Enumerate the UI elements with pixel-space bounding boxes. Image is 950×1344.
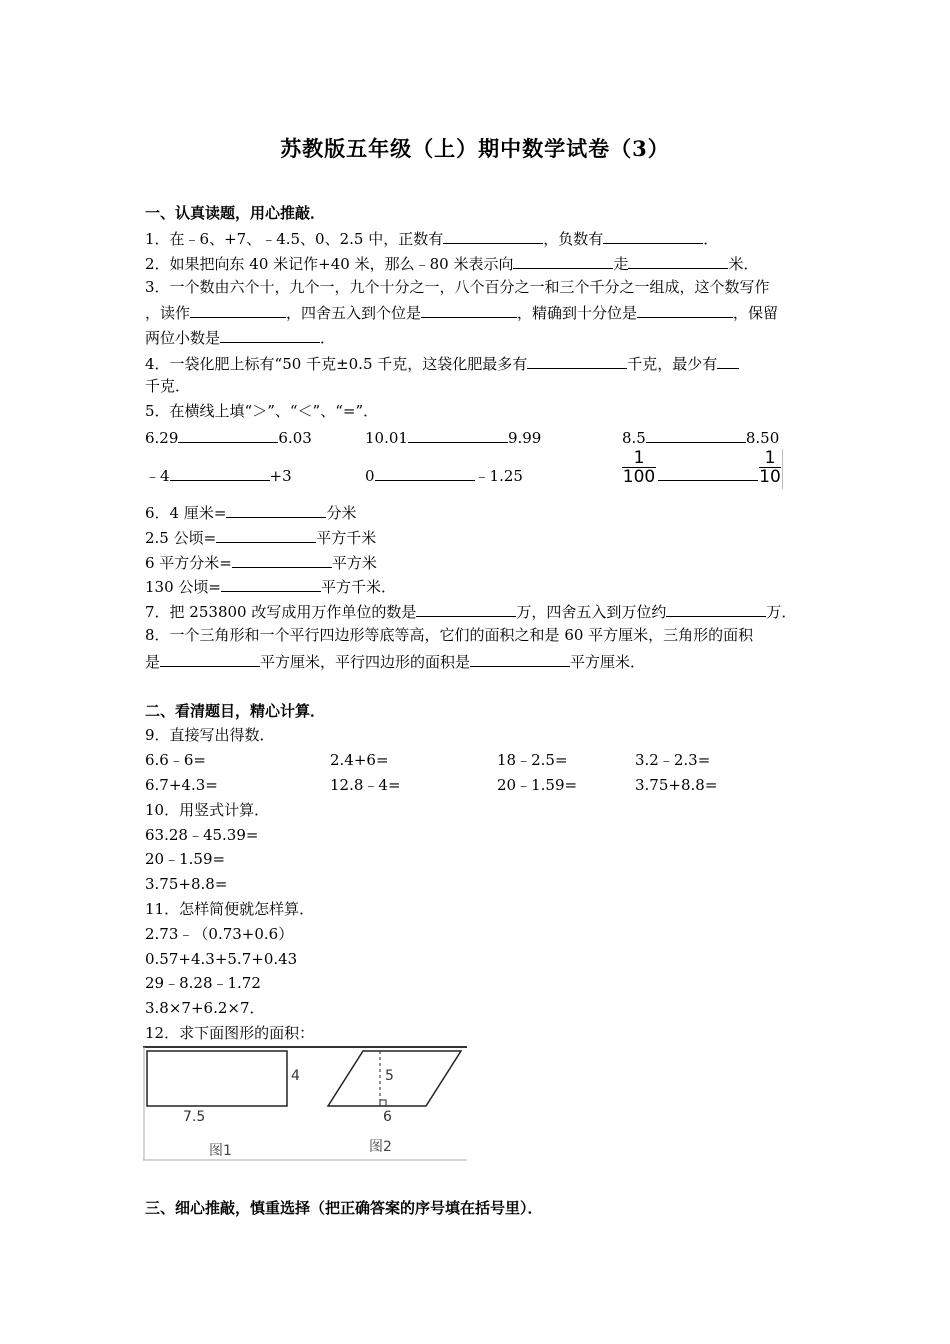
compare-left: 8.5	[622, 429, 646, 447]
q3-text-a: ，读作	[145, 304, 191, 322]
question-6-b	[145, 526, 376, 548]
answer-blank[interactable]	[221, 575, 321, 592]
answer-blank[interactable]	[416, 600, 516, 617]
q7-text-a: 7．把 253800 改写成用万作单位的数是	[145, 603, 417, 621]
q1-text-b: ，负数有	[543, 230, 604, 248]
divider	[782, 449, 783, 489]
right-angle-mark	[380, 1100, 386, 1106]
figure-2-caption: 图2	[369, 1139, 392, 1155]
compare-right: 6.03	[278, 429, 312, 447]
answer-blank[interactable]	[232, 551, 332, 568]
fraction-one-tenth	[759, 449, 781, 486]
compare-right: 9.99	[507, 429, 542, 447]
q6-text: 130 公顷=	[145, 578, 221, 596]
compare-item	[365, 426, 541, 448]
compare-right: ﹣1.25	[474, 467, 523, 485]
calc-item: 3.75+8.8=	[635, 776, 718, 794]
answer-blank[interactable]	[717, 352, 739, 369]
parallelogram-shape	[328, 1051, 461, 1106]
answer-blank[interactable]	[628, 252, 728, 269]
compare-item	[145, 464, 292, 486]
question-11: 11．怎样简便就怎样算．	[145, 900, 315, 918]
fraction-denominator: 10	[759, 467, 781, 487]
figure-1-caption: 图1	[209, 1143, 232, 1159]
answer-blank[interactable]	[421, 301, 517, 318]
fraction-one-hundredth	[622, 449, 656, 486]
q4-text-a: 4．一袋化肥上标有“50 千克±0.5 千克，这袋化肥最多有	[145, 355, 528, 373]
q6-unit: 平方米	[331, 554, 377, 572]
rectangle-width-label: 7.5	[183, 1109, 206, 1125]
figures-svg	[143, 1044, 467, 1162]
q3-text-b: ，四舍五入到个位是	[286, 304, 422, 322]
answer-blank[interactable]	[190, 301, 286, 318]
compare-right: +3	[269, 467, 292, 485]
answer-blank[interactable]	[470, 650, 570, 667]
q3-text-e: 两位小数是	[145, 329, 221, 347]
answer-blank[interactable]	[603, 227, 703, 244]
compare-left: 0	[365, 467, 375, 485]
question-6-a	[145, 501, 356, 523]
answer-blank[interactable]	[160, 650, 260, 667]
question-3-line-2	[145, 301, 778, 323]
answer-blank[interactable]	[178, 426, 278, 443]
answer-blank[interactable]	[527, 352, 627, 369]
q1-text: 1．在﹣6、+7、﹣4.5、0、2.5 中，正数有	[145, 230, 444, 248]
calc-item: 29﹣8.28﹣1.72	[145, 974, 261, 992]
question-4-line-2: 千克．	[145, 377, 191, 395]
q6-text: 2.5 公顷=	[145, 529, 217, 547]
q2-text: 2．如果把向东 40 米记作+40 米，那么﹣80 米表示向	[145, 255, 514, 273]
question-10: 10．用竖式计算．	[145, 801, 270, 819]
fraction-denominator: 100	[622, 467, 656, 487]
q3-text-f: ．	[320, 329, 336, 347]
calc-item: 6.7+4.3=	[145, 776, 218, 794]
parallelogram-base-label: 6	[383, 1109, 392, 1125]
section-3-heading: 三、细心推敲，慎重选择（把正确答案的序号填在括号里）．	[145, 1199, 543, 1217]
compare-left: 10.01	[365, 429, 408, 447]
q4-text-b: 千克，最少有	[627, 355, 718, 373]
q6-unit: 分米	[326, 504, 357, 522]
answer-blank[interactable]	[408, 426, 508, 443]
calc-item: 20﹣1.59=	[145, 850, 226, 868]
section-2-heading: 二、看清题目，精心计算．	[145, 702, 326, 720]
compare-right: 8.50	[745, 429, 780, 447]
q6-text: 6 平方分米=	[145, 554, 232, 572]
q3-text-d: ，保留	[733, 304, 779, 322]
calc-item: 18﹣2.5=	[497, 751, 568, 769]
q7-text-c: 万．	[766, 603, 797, 621]
answer-blank[interactable]	[666, 600, 766, 617]
answer-blank[interactable]	[220, 326, 320, 343]
calc-item: 3.75+8.8=	[145, 875, 228, 893]
fraction-numerator: 1	[764, 448, 776, 468]
question-1	[145, 227, 718, 249]
q8-text-c: 平方厘米．	[570, 653, 646, 671]
parallelogram-height-label: 5	[385, 1068, 394, 1084]
calc-item: 3.2﹣2.3=	[635, 751, 711, 769]
calc-item: 3.8×7+6.2×7．	[145, 999, 265, 1017]
question-7	[145, 600, 796, 622]
fraction-numerator: 1	[633, 448, 645, 468]
answer-blank[interactable]	[226, 501, 326, 518]
q3-text-c: ，精确到十分位是	[517, 304, 638, 322]
compare-item	[365, 464, 523, 486]
section-1-heading: 一、认真读题，用心推敲．	[145, 204, 326, 222]
calc-item: 6.6﹣6=	[145, 751, 206, 769]
answer-blank[interactable]	[375, 464, 475, 481]
q8-text-a: 是	[145, 653, 161, 671]
question-6-c	[145, 551, 377, 573]
question-2	[145, 252, 758, 274]
page-title: 苏教版五年级（上）期中数学试卷（3）	[280, 136, 670, 161]
answer-blank[interactable]	[443, 227, 543, 244]
rectangle-height-label: 4	[291, 1068, 300, 1084]
question-3-line-1: 3．一个数由六个十，九个一，九个十分之一，八个百分之一和三个千分之一组成，这个数写作	[145, 278, 770, 296]
question-8-line-1: 8．一个三角形和一个平行四边形等底等高，它们的面积之和是 60 平方厘米，三角形的面积	[145, 626, 754, 644]
answer-blank[interactable]	[513, 252, 613, 269]
question-6-d	[145, 575, 396, 597]
answer-blank[interactable]	[170, 464, 270, 481]
area-figures	[143, 1044, 467, 1162]
calc-item: 63.28﹣45.39=	[145, 826, 259, 844]
answer-blank[interactable]	[216, 526, 316, 543]
q6-unit: 平方千米．	[320, 578, 396, 596]
q1-text-c: ．	[703, 230, 719, 248]
question-8-line-2	[145, 650, 645, 672]
answer-blank[interactable]	[658, 470, 758, 481]
q2-text-c: 米．	[728, 255, 759, 273]
question-12: 12．求下面图形的面积：	[145, 1024, 315, 1042]
q2-text-b: 走	[613, 255, 629, 273]
compare-item	[145, 426, 312, 448]
question-5: 5．在横线上填“＞”、“＜”、“=”．	[145, 402, 379, 420]
question-4-line-1	[145, 352, 739, 374]
calc-item: 2.4+6=	[330, 751, 389, 769]
compare-item	[622, 426, 779, 448]
answer-blank[interactable]	[637, 301, 733, 318]
q6-unit: 平方千米	[316, 529, 377, 547]
calc-item: 0.57+4.3+5.7+0.43	[145, 950, 298, 968]
rectangle-shape	[147, 1051, 287, 1106]
q8-text-b: 平方厘米，平行四边形的面积是	[260, 653, 471, 671]
compare-left: ﹣4	[145, 467, 170, 485]
compare-left: 6.29	[145, 429, 179, 447]
calc-item: 20﹣1.59=	[497, 776, 578, 794]
calc-item: 12.8﹣4=	[330, 776, 401, 794]
question-3-line-3	[145, 326, 335, 348]
q7-text-b: 万，四舍五入到万位约	[516, 603, 667, 621]
answer-blank[interactable]	[646, 426, 746, 443]
question-9: 9．直接写出得数．	[145, 726, 275, 744]
calc-item: 2.73﹣（0.73+0.6）	[145, 925, 294, 943]
q6-text: 6．4 厘米=	[145, 504, 227, 522]
